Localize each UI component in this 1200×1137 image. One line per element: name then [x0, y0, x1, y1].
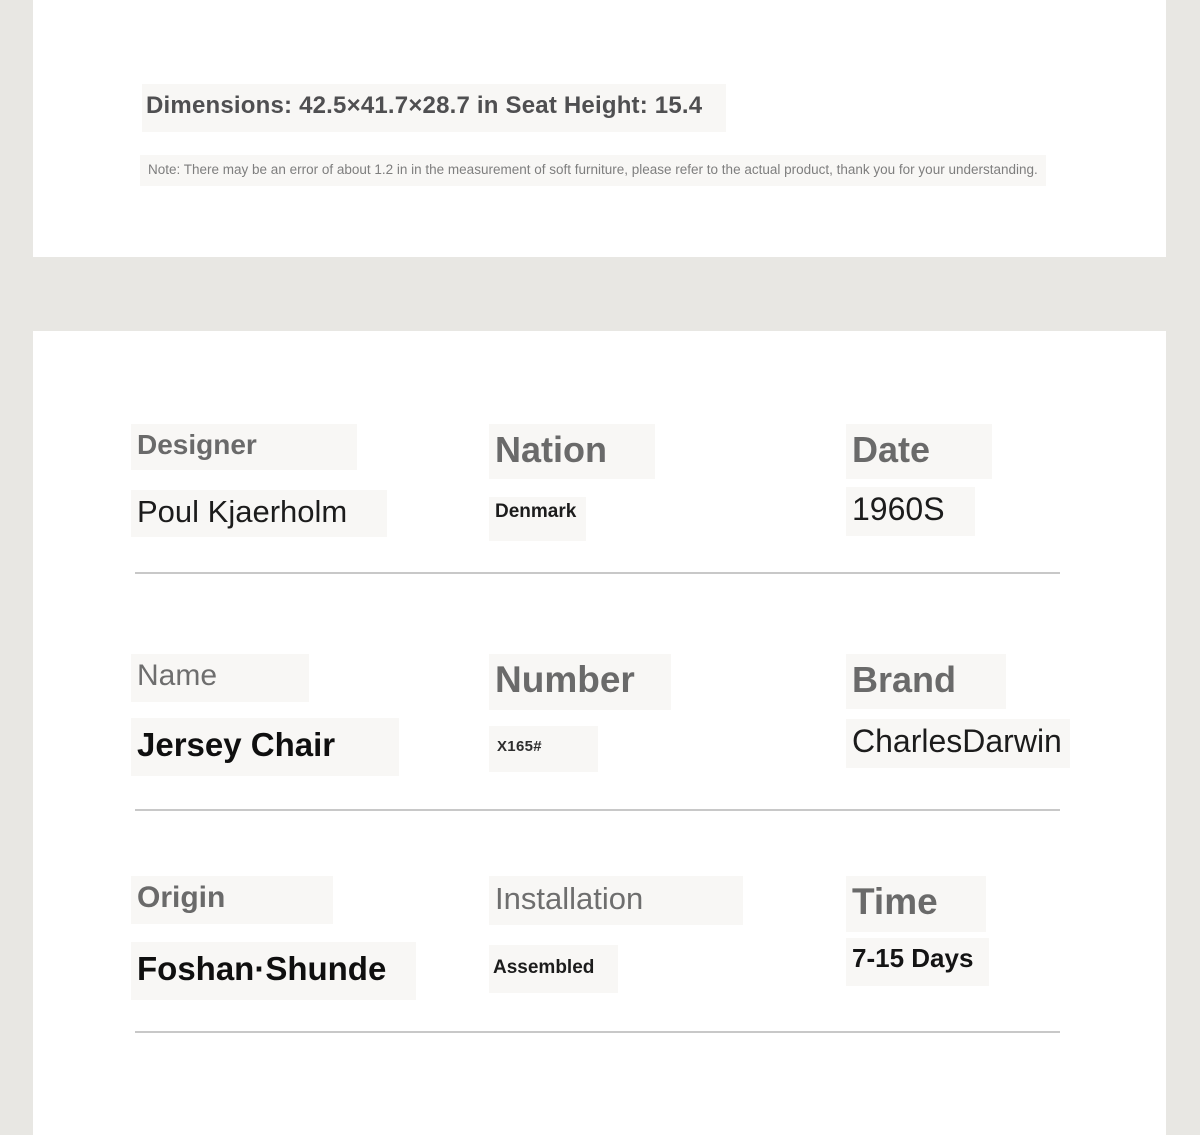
spec-installation — [489, 876, 743, 993]
dimensions-heading: Dimensions: 42.5×41.7×28.7 in Seat Height: 15.4 — [142, 84, 726, 132]
spec-origin-label: Origin — [131, 876, 333, 924]
spec-brand-value: CharlesDarwin — [846, 719, 1070, 768]
spec-designer — [131, 424, 387, 537]
spec-brand — [846, 654, 1070, 768]
spec-installation-value: Assembled — [489, 945, 618, 993]
spec-brand-label: Brand — [846, 654, 1006, 709]
spec-time-value: 7-15 Days — [846, 938, 989, 986]
spec-origin-value: Foshan·Shunde — [131, 942, 416, 1000]
card-separator-band — [0, 257, 1200, 331]
spec-nation — [489, 424, 655, 541]
row-divider-2 — [135, 809, 1060, 811]
spec-date — [846, 424, 992, 536]
spec-number-label: Number — [489, 654, 671, 710]
spec-number — [489, 654, 671, 772]
spec-nation-value: Denmark — [489, 497, 586, 541]
spec-date-label: Date — [846, 424, 992, 479]
spec-origin — [131, 876, 416, 1000]
row-divider-1 — [135, 572, 1060, 574]
spec-name-label: Name — [131, 654, 309, 702]
row-divider-3 — [135, 1031, 1060, 1033]
spec-nation-label: Nation — [489, 424, 655, 479]
spec-name — [131, 654, 399, 776]
spec-number-value: X165# — [489, 726, 598, 771]
dimensions-note: Note: There may be an error of about 1.2 in in the measurement of soft furniture, please refer to the actual product, thank you for your understanding. — [140, 155, 1046, 186]
spec-name-value: Jersey Chair — [131, 718, 399, 776]
spec-installation-label: Installation — [489, 876, 743, 925]
spec-designer-value: Poul Kjaerholm — [131, 490, 387, 538]
spec-time-label: Time — [846, 876, 986, 932]
spec-date-value: 1960S — [846, 487, 975, 536]
page-gutter-right — [1166, 0, 1200, 1135]
spec-time — [846, 876, 989, 986]
page-gutter-left — [0, 0, 33, 1135]
spec-designer-label: Designer — [131, 424, 357, 470]
